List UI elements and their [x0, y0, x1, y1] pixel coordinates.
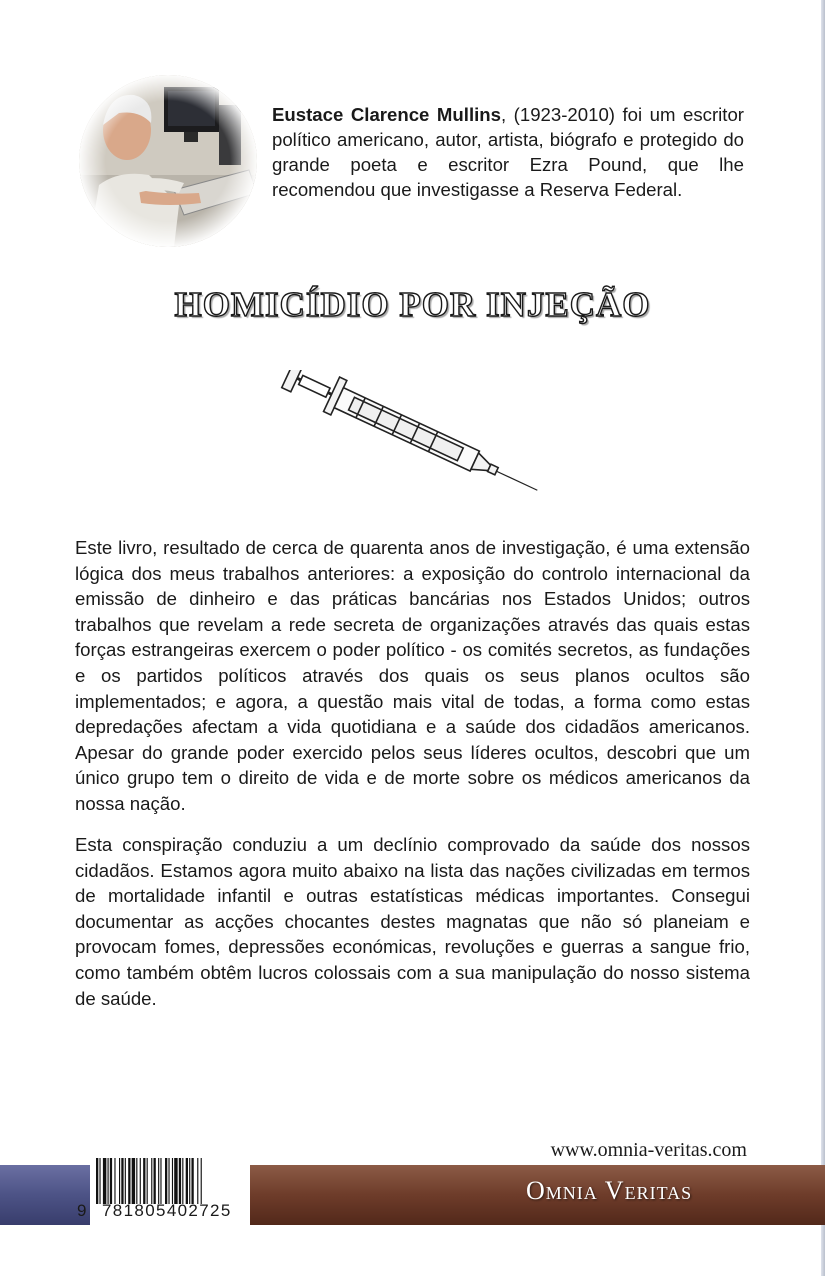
isbn-first-digit: 9 — [77, 1201, 87, 1220]
author-bio — [272, 102, 744, 202]
syringe-illustration — [265, 370, 555, 495]
description-paragraph-1: Este livro, resultado de cerca de quarenta anos de investigação, é uma extensão lógica dos meus trabalhos anteriores: a exposição do controlo internacional da emissão de dinheiro e das práticas bancárias nos Estados Unidos; outros trabalhos que revelam a rede secreta de organizações através das quais estas forças estrangeiras exercem o poder político - os comités secretos, as fundações e os partidos políticos através dos quais os seus planos ocultos são implementados; e agora, a questão mais vital de todas, a forma como estas depredações afectam a vida quotidiana e a saúde dos cidadãos americanos. Apesar do grande poder exercido pelos seus líderes ocultos, descobri que um único grupo tem o direito de vida e de morte sobre os médicos americanos da nossa nação. — [75, 537, 750, 814]
publisher-logo: Omnia Veritas — [526, 1176, 693, 1205]
isbn-digits: 781805402725 — [102, 1201, 232, 1220]
publisher-website[interactable]: www.omnia-veritas.com — [550, 1139, 747, 1161]
author-bio-text: , (1923-2010) foi um escritor político americano, autor, artista, biógrafo e protegido do grande poeta e escritor Ezra Pound, que lhe recomendou que investigasse a Reserva Federal. — [272, 104, 744, 200]
page-edge — [821, 0, 825, 1276]
description-paragraph-2: Esta conspiração conduziu a um declínio comprovado da saúde dos nossos cidadãos. Estamos agora muito abaixo na lista das nações civilizadas em termos de mortalidade infantil e outras estatísticas médicas importantes. Consegui documentar as acções chocantes destes magnatas que não só planeiam e provocam fomes, depressões económicas, revoluções e guerras a sangue frio, como também obtêm lucros colossais com a sua manipulação do nosso sistema de saúde. — [75, 834, 750, 1009]
author-portrait — [79, 75, 257, 247]
author-name: Eustace Clarence Mullins — [272, 104, 501, 125]
book-title: HOMICÍDIO POR INJEÇÃO — [174, 285, 651, 324]
